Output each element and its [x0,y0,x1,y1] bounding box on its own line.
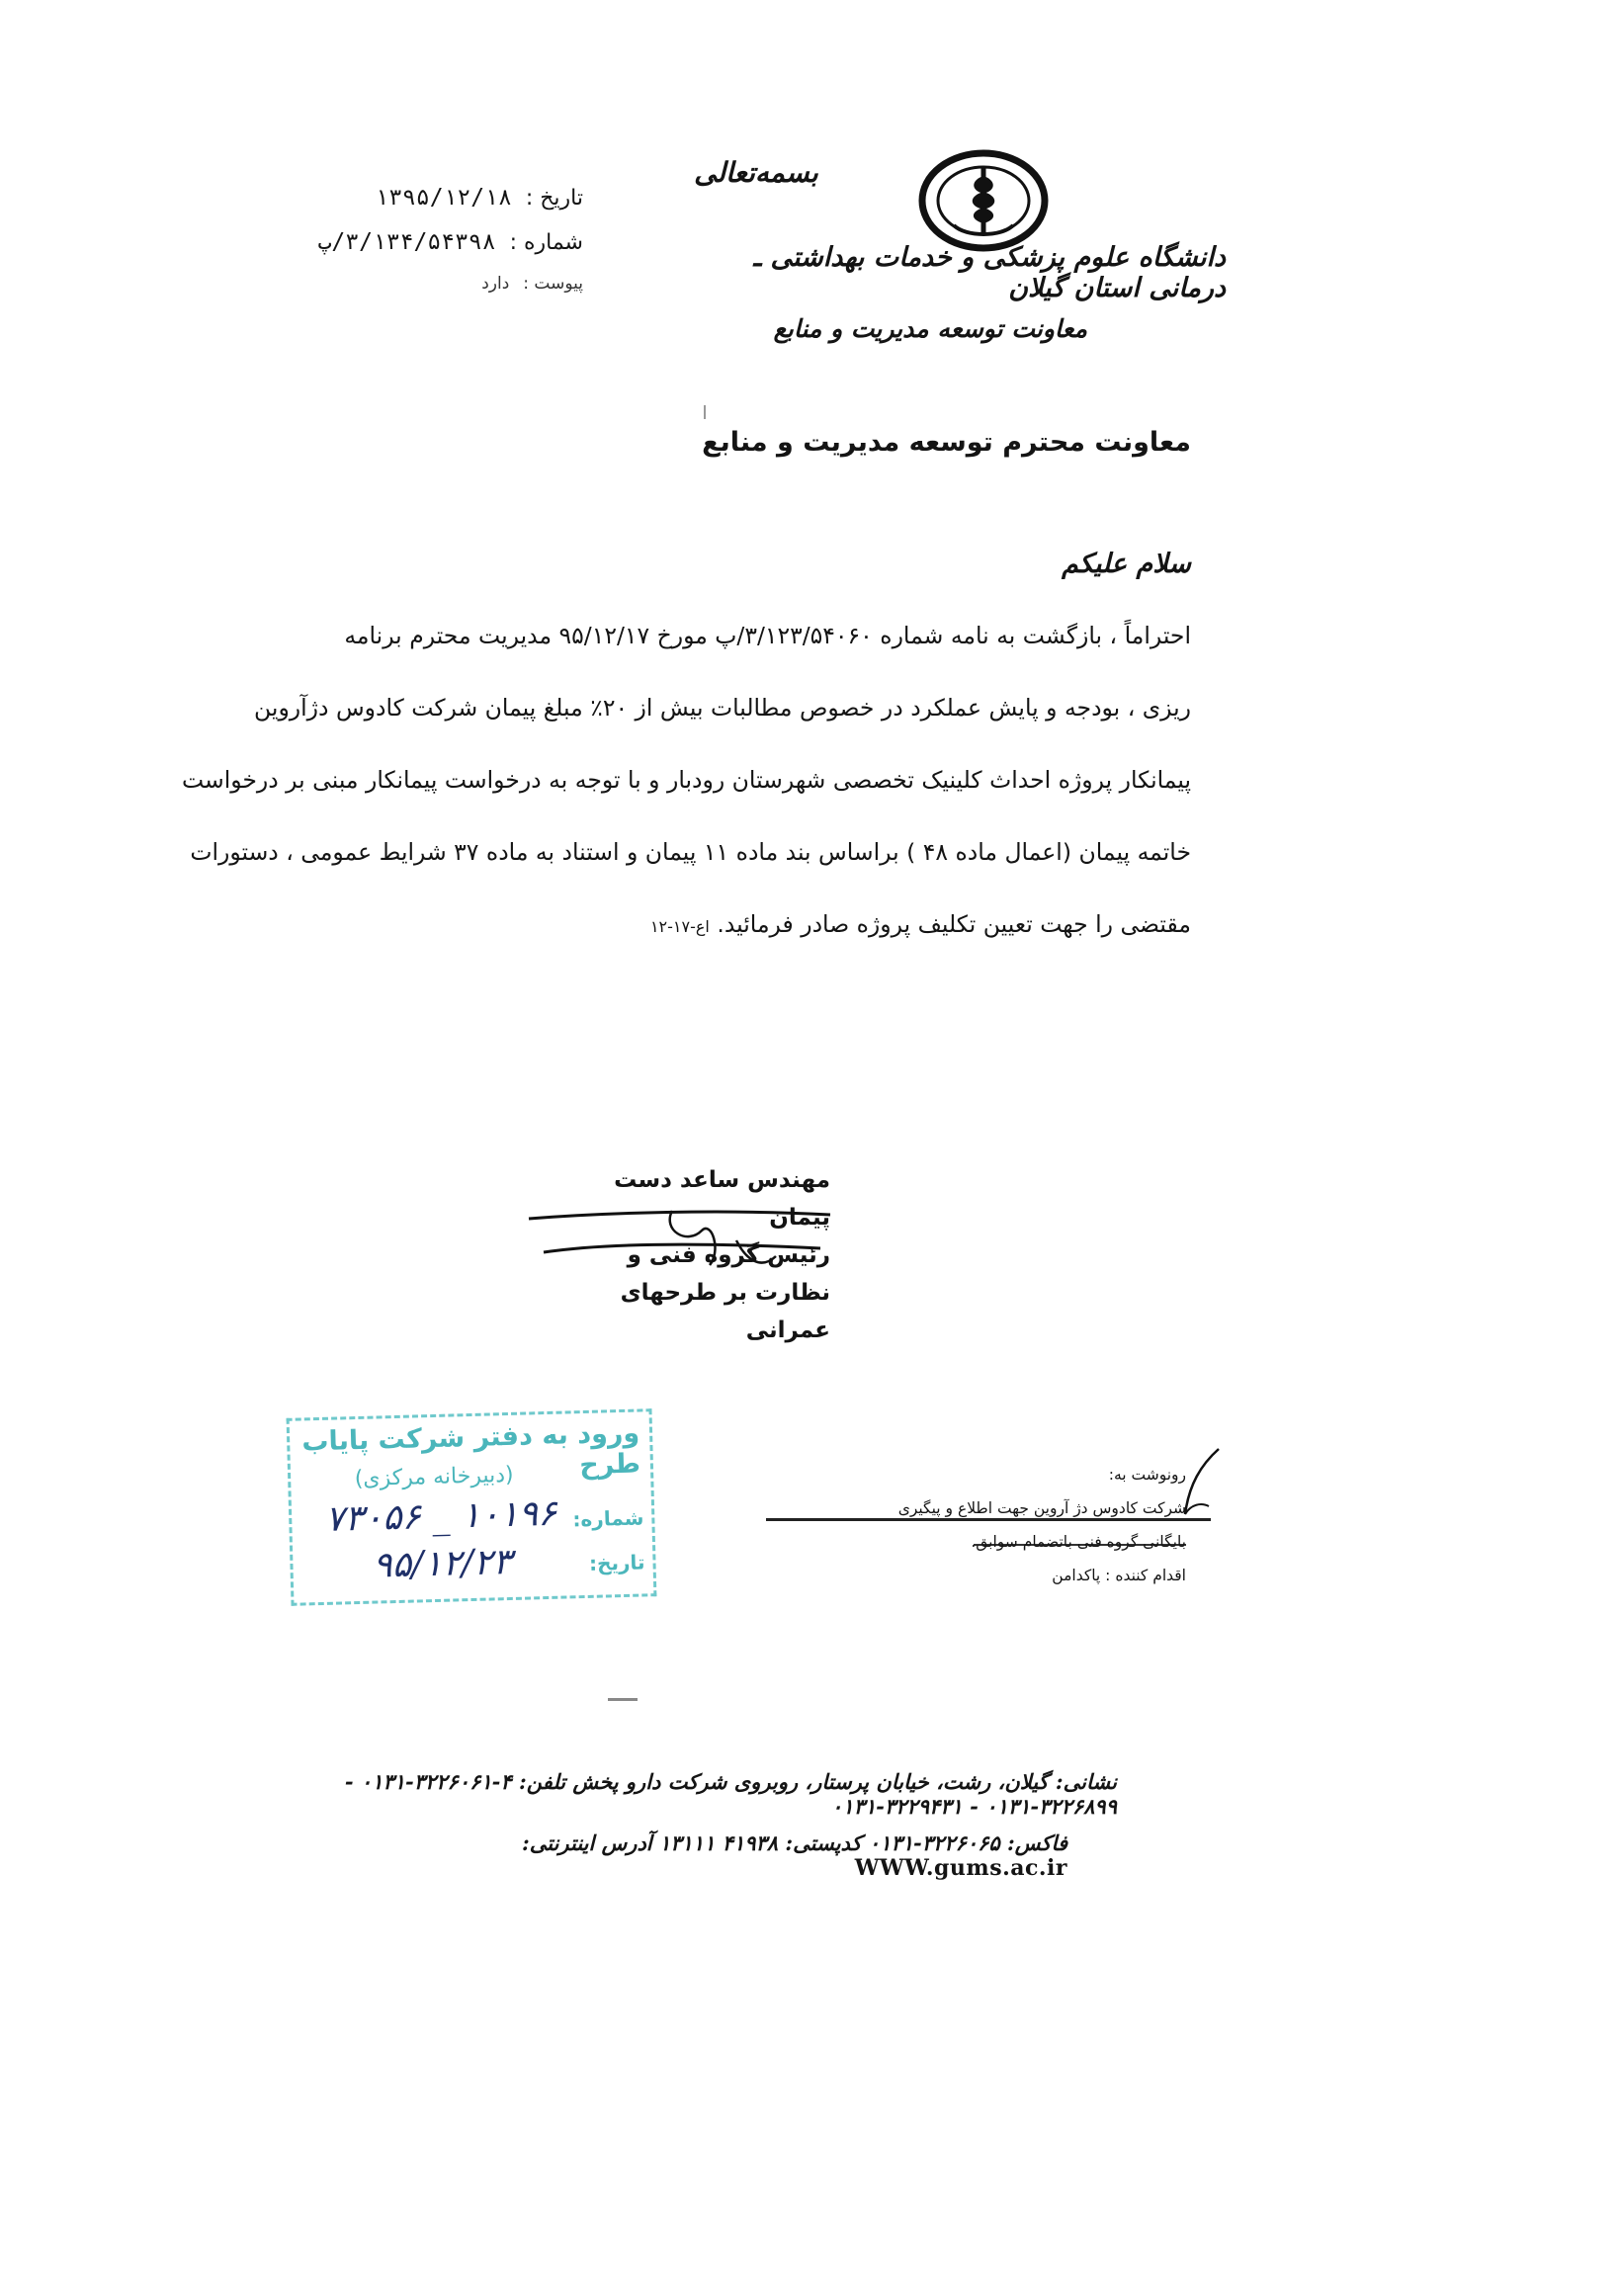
date-label: تاریخ : [525,186,583,211]
date-value: ۱۳۹۵/۱۲/۱۸ [375,185,512,211]
footer-website: WWW.gums.ac.ir [854,1855,1067,1881]
body-line-5-text: مقتضی را جهت تعیین تکلیف پروژه صادر فرمائید. [717,910,1191,938]
body-line-5 [222,889,1191,963]
stamp-date-value: ۹۵/۱۲/۲۳ [372,1541,513,1586]
number-value: ۳/۱۳۴/۵۴۳۹۸/پ [317,229,496,255]
cc-recipient-2: بایگانی گروه فنی باتضمام سوابق. [971,1533,1186,1551]
cc-heading: رونوشت به: [1108,1466,1186,1484]
body-line-1: احتراماً ، بازگشت به نامه شماره ۳/۱۲۳/۵۴۰۶۰/پ مورخ ۹۵/۱۲/۱۷ مدیریت محترم برنامه [344,622,1191,649]
attachment-row [287,265,583,302]
body-line-3: پیمانکار پروژه احداث کلینیک تخصصی شهرستان رودبار و با توجه به درخواست پیمانکار مبنی بر درخواست [181,766,1191,794]
footer-contact [376,1830,1067,1881]
footer-address: نشانی: گیلان، رشت، خیابان پرستار، روبروی شرکت دارو پخش تلفن: ۴-۳۲۲۶۰۶۱-۰۱۳۱ - ۳۲۲۶۸۹۹-۰۱۳۱ - ۳۲۲۹۴۳۱-۰۱۳۱ [344,1769,1117,1819]
footer-fax-postal: فاکس: ۳۲۲۶۰۶۵-۰۱۳۱ کدپستی: ۴۱۹۳۸ ۱۳۱۱۱ آدرس اینترنتی: [521,1830,1067,1855]
signer-name: مهندس ساعد دست پیمان [614,1167,830,1231]
stamp-subtitle: (دبیرخانه مرکزی) [354,1462,514,1492]
addressee: معاونت محترم توسعه مدیریت و منابع [702,427,1191,458]
body-line-5-note: ا‌ع-۱۷-۱۲ [649,917,710,936]
university-name: دانشگاه علوم پزشکی و خدمات بهداشتی ـ درمانی استان گیلان [753,242,1226,303]
signer-title-1: رئیس گروه فنی و [627,1242,830,1268]
letter-body [181,600,1191,963]
stamp-number-label: شماره: [572,1505,644,1532]
letter-meta [287,176,583,302]
cc-recipient-1: شرکت کادوس دژ آروین جهت اطلاع و پیگیری [897,1499,1186,1517]
salutation: سلام علیکم [1062,549,1191,579]
reception-stamp [287,1408,657,1606]
body-line-4: خاتمه پیمان (اعمال ماده ۴۸ ) براساس بند ماده ۱۱ پیمان و استناد به ماده ۳۷ شرایط عمومی ، دستورات [190,838,1191,866]
stamp-number-value: ۱۰۱۹۶ _ ۷۳۰۵۶ [324,1492,557,1540]
bismillah-heading: بسمه‌تعالی [694,156,818,189]
body-line-2: ریزی ، بودجه و پایش عملکرد در خصوص مطالبات بیش از ۲۰٪ مبلغ پیمان شرکت کادوس دژآروین [254,694,1191,722]
attachment-value: دارد [481,274,510,294]
stamp-date-label: تاریخ: [588,1550,645,1575]
cc-handler: اقدام کننده : پاکدامن [1052,1567,1186,1584]
university-emblem-icon [914,146,1053,255]
signer-title-2: نظارت بر طرحهای عمرانی [620,1280,830,1343]
handwritten-signature-icon [524,1191,840,1300]
divider [608,1698,638,1701]
cc-block [761,1458,1186,1592]
date-row [287,176,583,220]
number-label: شماره : [509,230,583,255]
divider [704,405,706,419]
stamp-title: ورود به دفتر شرکت پایاب طرح [301,1417,641,1482]
department-name: معاونت توسعه مدیریت و منابع [773,314,1087,343]
attachment-label: پیوست : [523,274,583,294]
number-row [287,220,583,265]
